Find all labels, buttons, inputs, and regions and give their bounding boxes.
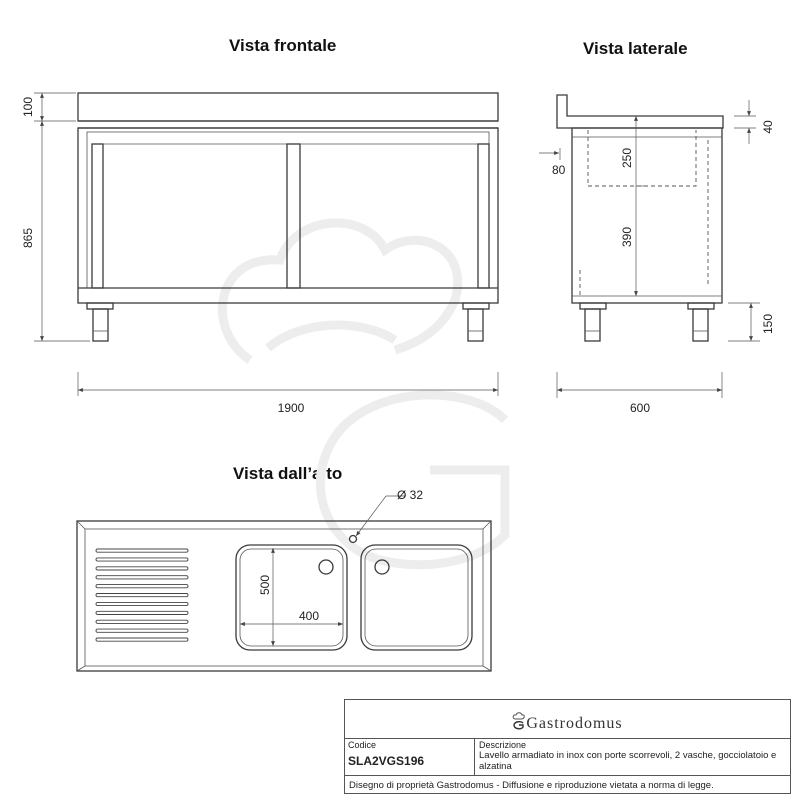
- brand-logo: [345, 712, 790, 733]
- side-top-profile: [557, 95, 723, 128]
- front-cabinet: [78, 128, 498, 303]
- front-door-center-frame: [287, 144, 300, 288]
- side-leg-left-plate: [580, 303, 606, 309]
- dim-front-width: 1900: [277, 401, 305, 415]
- title-block: [344, 699, 791, 794]
- dim-basin-depth: 500: [258, 574, 272, 596]
- code-value: SLA2VGS196: [348, 754, 425, 768]
- drain-slot: [96, 620, 188, 623]
- chef-hat-watermark-icon: [222, 223, 505, 565]
- side-leg-right-plate: [688, 303, 714, 309]
- legal-footer: Disegno di proprietà Gastrodomus - Diffusione e riproduzione vietata a norma di legge.: [349, 780, 714, 791]
- front-leg-right-plate: [463, 303, 489, 309]
- dim-front-body: 865: [21, 227, 35, 249]
- side-cabinet: [572, 128, 722, 303]
- front-leg-left-plate: [87, 303, 113, 309]
- basin-left-drain: [319, 560, 333, 574]
- dim-side-basin: 250: [620, 147, 634, 169]
- top-view: [77, 521, 491, 671]
- description-cell: [475, 739, 790, 775]
- drain-slot: [96, 558, 188, 561]
- side-view: [557, 95, 723, 341]
- side-view-title: Vista laterale: [583, 39, 688, 58]
- code-label: Codice: [348, 740, 377, 750]
- front-view: [78, 93, 498, 341]
- drain-slot: [96, 567, 188, 570]
- drain-slot: [96, 629, 188, 632]
- legend-info-row: [345, 738, 790, 776]
- front-door-right-frame: [478, 144, 489, 288]
- drain-slot: [96, 585, 188, 588]
- dim-side-offset: 80: [552, 163, 566, 177]
- front-leg-right: [468, 309, 483, 341]
- top-view-title: Vista dall’alto: [233, 464, 343, 483]
- front-door-left-frame: [92, 144, 103, 288]
- drainboard-slots: [96, 549, 188, 641]
- dim-side-legs: 150: [761, 313, 775, 335]
- top-outline: [77, 521, 491, 671]
- dim-basin-width: 400: [298, 609, 320, 623]
- dim-side-mid: 390: [620, 226, 634, 248]
- drain-slot: [96, 549, 188, 552]
- front-view-title: Vista frontale: [229, 36, 337, 55]
- dim-side-depth: 600: [629, 401, 651, 415]
- tap-hole: [350, 536, 357, 543]
- gastrodomus-logo-icon: [512, 712, 525, 730]
- brand-name: Gastrodomus: [526, 715, 623, 732]
- side-leg-right: [693, 309, 708, 341]
- drain-slot: [96, 602, 188, 605]
- front-backsplash: [78, 93, 498, 121]
- drain-slot: [96, 576, 188, 579]
- side-dimensions: [539, 100, 775, 415]
- drain-slot: [96, 611, 188, 614]
- dim-hole-diameter: Ø 32: [397, 488, 424, 502]
- code-cell: [345, 739, 475, 775]
- description-label: Descrizione: [479, 740, 527, 750]
- drain-slot: [96, 638, 188, 641]
- side-leg-left: [585, 309, 600, 341]
- drain-slot: [96, 594, 188, 597]
- front-leg-left: [93, 309, 108, 341]
- description-value: Lavello armadiato in inox con porte scorrevoli, 2 vasche, gocciolatoio e alzatina: [479, 750, 777, 772]
- dim-front-top: 100: [21, 96, 35, 118]
- dim-side-top: 40: [761, 120, 775, 134]
